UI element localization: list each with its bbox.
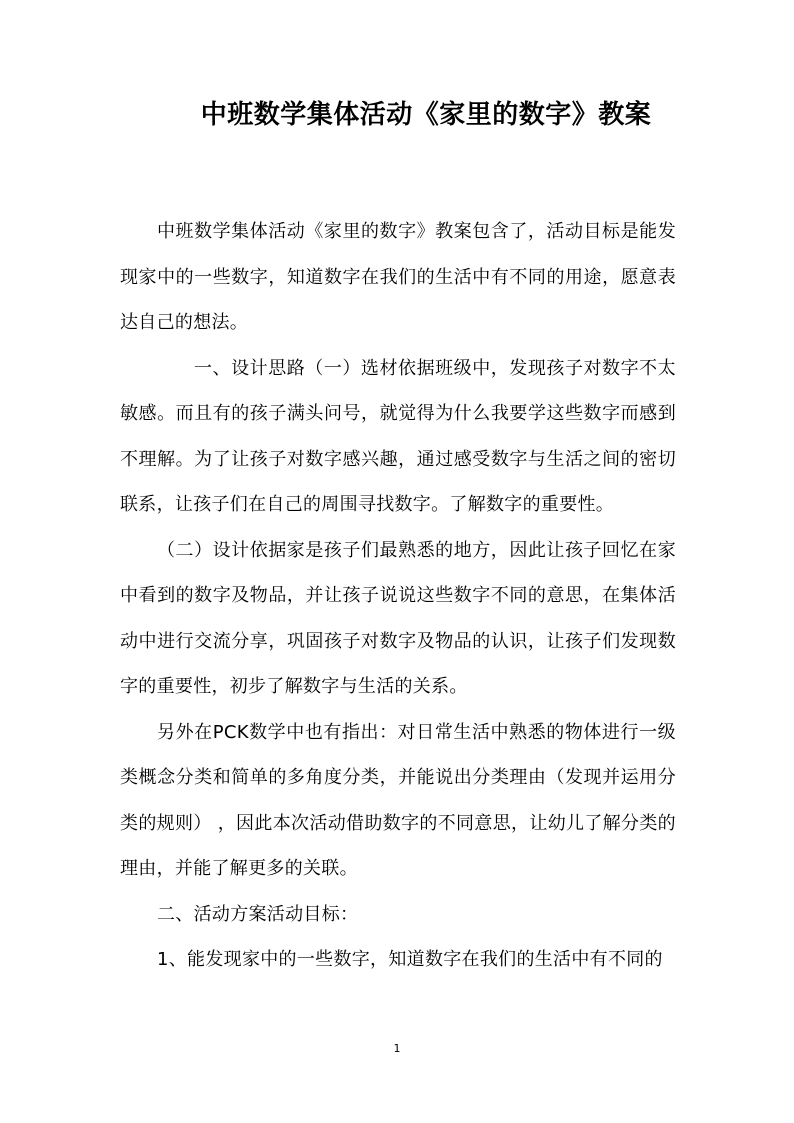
page-number: 1 bbox=[393, 1042, 401, 1055]
pck-paragraph: 另外在PCK数学中也有指出：对日常生活中熟悉的物体进行一级类概念分类和简单的多角度分类，并能说出分类理由（发现并运用分类的规则） ，因此本次活动借助数字的不同意思，让幼儿了解分类的理由，并能了解更多的关联。 bbox=[120, 721, 676, 879]
intro-paragraph: 中班数学集体活动《家里的数字》教案包含了，活动目标是能发现家中的一些数字，知道数字在我们的生活中有不同的用途，愿意表达自己的想法。 bbox=[120, 221, 676, 333]
goal-item-1: 1、能发现家中的一些数字，知道数字在我们的生活中有不同的 bbox=[157, 949, 663, 970]
activity-plan-heading: 二、活动方案活动目标： bbox=[157, 903, 359, 925]
design-basis-paragraph: （二）设计依据家是孩子们最熟悉的地方，因此让孩子回忆在家中看到的数字及物品，并让孩子说说这些数字不同的意思，在集体活动中进行交流分享，巩固孩子对数字及物品的认识，让孩子们发现数字的重要性，初步了解数字与生活的关系。 bbox=[120, 539, 676, 697]
document-title: 中班数学集体活动《家里的数字》教案 bbox=[200, 100, 652, 130]
document-body bbox=[120, 209, 676, 983]
design-idea-paragraph: 一、设计思路（一）选材依据班级中，发现孩子对数字不太敏感。而且有的孩子满头问号，就觉得为什么我要学这些数字而感到不理解。为了让孩子对数字感兴趣，通过感受数字与生活之间的密切联系，让孩子们在自己的周围寻找数字。了解数字的重要性。 bbox=[120, 357, 676, 515]
